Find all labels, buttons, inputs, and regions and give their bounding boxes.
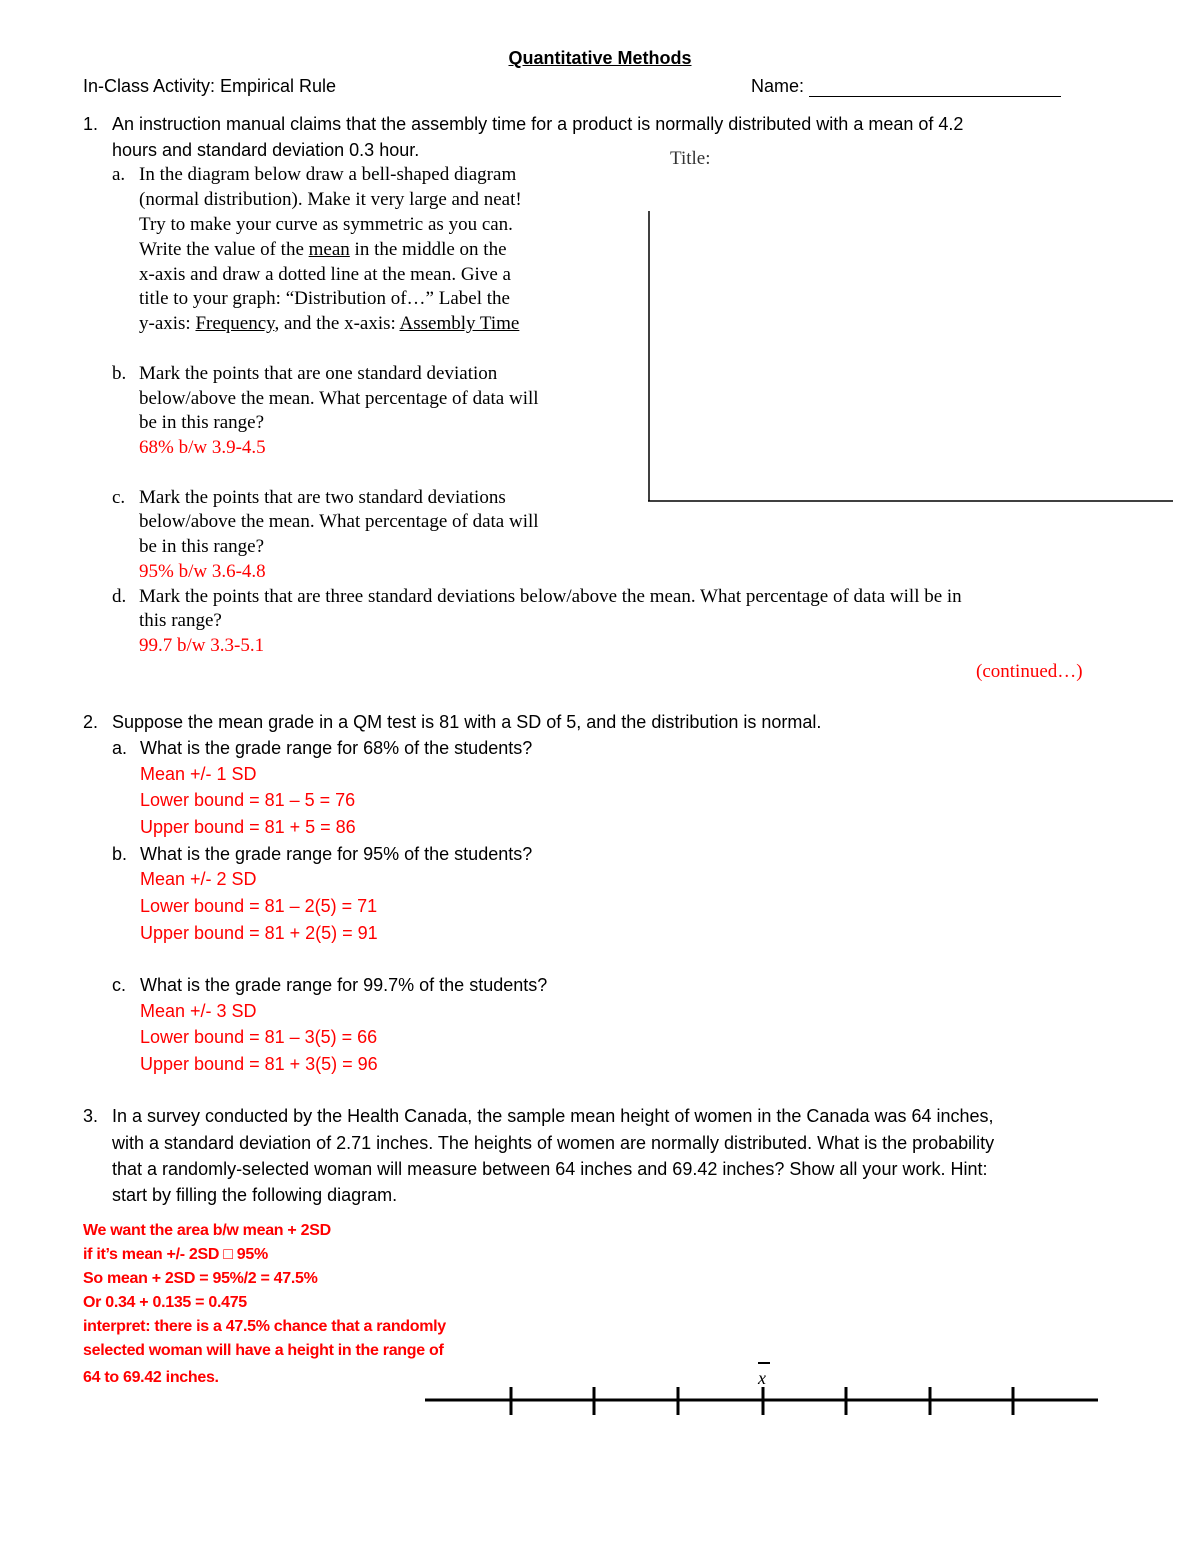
q1-text-line1: An instruction manual claims that the assembly time for a product is normally distributed with a mean of 4.2: [112, 114, 964, 134]
frequency-underlined: Frequency: [195, 313, 275, 334]
q3-answer-5: interpret: there is a 47.5% chance that a randomly: [83, 1318, 446, 1335]
x-bar-label: x: [758, 1368, 766, 1389]
q1b-line1: Mark the points that are one standard deviation: [139, 363, 498, 384]
q2c-question: What is the grade range for 99.7% of the students?: [140, 975, 548, 995]
q3-answer-3: So mean + 2SD = 95%/2 = 47.5%: [83, 1270, 318, 1287]
q1c-line1: Mark the points that are two standard deviations: [139, 487, 506, 508]
q2-number: 2.: [83, 712, 99, 732]
q2b-answer-2: Lower bound = 81 – 2(5) = 71: [140, 896, 378, 916]
name-blank[interactable]: [809, 78, 1061, 97]
q1c-line3: be in this range?: [139, 536, 265, 557]
q3-answer-6: selected woman will have a height in the range of: [83, 1342, 444, 1359]
q1a-line4: Write the value of the mean in the middle on the: [139, 239, 507, 260]
q3-text-line1: In a survey conducted by the Health Canada, the sample mean height of women in the Canada was 64 inches,: [112, 1106, 994, 1126]
q1b-line3: be in this range?: [139, 412, 265, 433]
q1a-line2: (normal distribution). Make it very large and neat!: [139, 189, 522, 210]
q1d-letter: d.: [112, 586, 127, 607]
graph-title-label: Title:: [670, 148, 711, 169]
q3-text-line3: that a randomly-selected woman will measure between 64 inches and 69.42 inches? Show all your work. Hint:: [112, 1159, 988, 1179]
x-bar-overline: [758, 1362, 770, 1364]
q3-answer-1: We want the area b/w mean + 2SD: [83, 1222, 331, 1239]
mean-underlined: mean: [308, 239, 350, 260]
q2a-answer-3: Upper bound = 81 + 5 = 86: [140, 817, 356, 837]
q3-number: 3.: [83, 1106, 99, 1126]
assembly-time-underlined: Assembly Time: [399, 313, 520, 334]
number-line-diagram[interactable]: [420, 1385, 1105, 1420]
q3-text-line2: with a standard deviation of 2.71 inches. The heights of women are normally distributed. What is the probability: [112, 1133, 995, 1153]
q1b-line2: below/above the mean. What percentage of data will: [139, 388, 539, 409]
q1b-answer: 68% b/w 3.9-4.5: [139, 437, 266, 458]
q1a-line1: In the diagram below draw a bell-shaped diagram: [139, 164, 517, 185]
continued-note: (continued…): [976, 661, 1083, 682]
q1c-line2: below/above the mean. What percentage of data will: [139, 511, 539, 532]
name-label: Name:: [751, 76, 805, 96]
q1-number: 1.: [83, 114, 99, 134]
activity-title: In-Class Activity: Empirical Rule: [83, 76, 337, 96]
q1a-line5: x-axis and draw a dotted line at the mean. Give a: [139, 264, 511, 285]
q2c-answer-3: Upper bound = 81 + 3(5) = 96: [140, 1054, 378, 1074]
q1d-line1: Mark the points that are three standard deviations below/above the mean. What percentage of data will be in: [139, 586, 962, 607]
q2b-letter: b.: [112, 844, 128, 864]
q1b-letter: b.: [112, 363, 127, 384]
q1c-answer: 95% b/w 3.6-4.8: [139, 561, 266, 582]
q1a-line7: y-axis: Frequency, and the x-axis: Assembly Time: [139, 313, 520, 334]
q2a-letter: a.: [112, 738, 128, 758]
q1d-answer: 99.7 b/w 3.3-5.1: [139, 635, 265, 656]
q1a-line6: title to your graph: “Distribution of…” Label the: [139, 288, 510, 309]
q1d-line2: this range?: [139, 610, 222, 631]
q1-text-line2: hours and standard deviation 0.3 hour.: [112, 140, 420, 160]
q2-text-line1: Suppose the mean grade in a QM test is 81 with a SD of 5, and the distribution is normal.: [112, 712, 822, 732]
page-title: Quantitative Methods: [508, 48, 692, 68]
q2a-answer-1: Mean +/- 1 SD: [140, 764, 257, 784]
q3-answer-7: 64 to 69.42 inches.: [83, 1369, 219, 1386]
q1c-letter: c.: [112, 487, 126, 508]
name-field: [751, 76, 1061, 97]
q3-text-line4: start by filling the following diagram.: [112, 1185, 398, 1205]
q1a-line3: Try to make your curve as symmetric as you can.: [139, 214, 513, 235]
q2b-answer-1: Mean +/- 2 SD: [140, 869, 257, 889]
blank-graph-axes[interactable]: [640, 205, 1180, 510]
q2c-answer-2: Lower bound = 81 – 3(5) = 66: [140, 1027, 378, 1047]
q1a-letter: a.: [112, 164, 126, 185]
q3-answer-4: Or 0.34 + 0.135 = 0.475: [83, 1294, 247, 1311]
q2a-question: What is the grade range for 68% of the students?: [140, 738, 533, 758]
q2c-letter: c.: [112, 975, 127, 995]
q2b-question: What is the grade range for 95% of the students?: [140, 844, 533, 864]
q2c-answer-1: Mean +/- 3 SD: [140, 1001, 257, 1021]
q2a-answer-2: Lower bound = 81 – 5 = 76: [140, 790, 356, 810]
q2b-answer-3: Upper bound = 81 + 2(5) = 91: [140, 923, 378, 943]
q3-answer-2: if it’s mean +/- 2SD □ 95%: [83, 1246, 268, 1263]
